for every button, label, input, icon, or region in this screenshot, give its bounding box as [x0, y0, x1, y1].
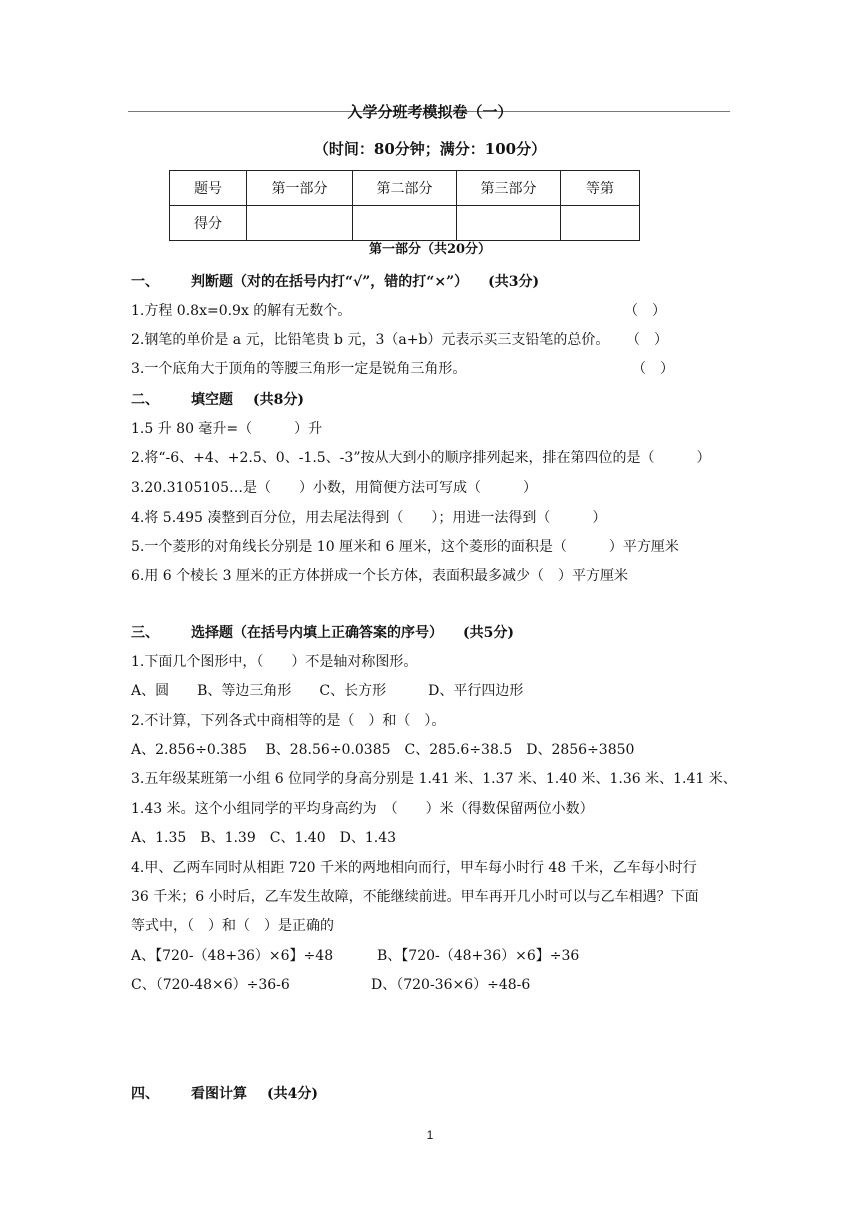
answer-paren: （ ）	[632, 361, 674, 377]
section3-heading	[131, 624, 514, 642]
section-number: 三、	[131, 625, 159, 641]
question-text: 1.方程 0.8x=0.9x 的解有无数个。	[131, 303, 352, 319]
score-table	[169, 170, 640, 241]
score-row-label: 得分	[170, 206, 247, 241]
question-text: 3.20.3105105…是（ ）小数，用简便方法可写成（ ）	[131, 480, 537, 496]
section-number: 二、	[131, 392, 159, 408]
question-text: 5.一个菱形的对角线长分别是 10 厘米和 6 厘米，这个菱形的面积是（ ）平方厘米	[131, 539, 679, 555]
score-table-cell: 等第	[561, 171, 640, 206]
question-text: 2.不计算，下列各式中商相等的是（ ）和（ ）。	[131, 713, 446, 729]
section-number: 一、	[131, 274, 159, 290]
section-score: (共8分)	[253, 392, 304, 408]
choice-options: A、圆 B、等边三角形 C、长方形 D、平行四边形	[131, 683, 524, 699]
score-input-cell[interactable]	[353, 206, 457, 241]
choice-option: C、（720-48×6）÷36-6	[131, 977, 290, 993]
score-table-cell: 题号	[170, 171, 247, 206]
question-text: 1.下面几个图形中，（ ）不是轴对称图形。	[131, 654, 418, 670]
answer-paren: （ ）	[624, 303, 666, 319]
section-number: 四、	[131, 1086, 159, 1102]
question-text: 2.钢笔的单价是 a 元，比铅笔贵 b 元，3（a+b）元表示买三支铅笔的总价。	[131, 332, 610, 348]
score-input-cell[interactable]	[457, 206, 561, 241]
part1-heading: 第一部分（共20分）	[368, 242, 492, 257]
question-text: 2.将“-6、+4、+2.5、0、-1.5、-3”按从大到小的顺序排列起来，排在第四位的是（ ）	[131, 450, 711, 466]
section-title: 选择题（在括号内填上正确答案的序号）	[191, 625, 443, 641]
section4-heading	[131, 1085, 318, 1103]
section-score: (共3分)	[488, 274, 540, 290]
page-number: 1	[426, 1128, 434, 1142]
question-text: 1.43 米。这个小组同学的平均身高约为 （ ）米（得数保留两位小数）	[131, 801, 594, 817]
answer-paren: （ ）	[626, 332, 668, 348]
question-text: 4.将 5.495 凑整到百分位，用去尾法得到（ ）；用进一法得到（ ）	[131, 510, 607, 526]
page-title: 入学分班考模拟卷（一）	[347, 103, 513, 121]
section-title: 填空题	[191, 392, 233, 408]
section-title: 判断题（对的在括号内打“√”，错的打“×”）	[191, 274, 469, 290]
section2-heading	[131, 391, 304, 409]
choice-options: A、1.35 B、1.39 C、1.40 D、1.43	[131, 830, 397, 846]
score-input-cell[interactable]	[247, 206, 353, 241]
score-table-header-row	[170, 171, 640, 206]
question-text: 3.五年级某班第一小组 6 位同学的身高分别是 1.41 米、1.37 米、1.40 米、1.36 米、1.41 米、	[131, 771, 737, 787]
question-text: 等式中，（ ）和（ ）是正确的	[131, 918, 334, 934]
question-text: 1.5 升 80 毫升=（ ）升	[131, 421, 323, 437]
score-input-cell[interactable]	[561, 206, 640, 241]
section1-heading	[131, 273, 539, 291]
score-table-score-row	[170, 206, 640, 241]
score-table-cell: 第三部分	[457, 171, 561, 206]
choice-options: A、2.856÷0.385 B、28.56÷0.0385 C、285.6÷38.5 D、2856÷3850	[131, 742, 635, 758]
section-title: 看图计算	[191, 1086, 247, 1102]
choice-option: D、（720-36×6）÷48-6	[371, 977, 531, 993]
question-text: 3.一个底角大于顶角的等腰三角形一定是锐角三角形。	[131, 361, 467, 377]
choice-option: B、【720-（48+36）×6】÷36	[377, 948, 580, 964]
score-table-cell: 第二部分	[353, 171, 457, 206]
question-text: 4.甲、乙两车同时从相距 720 千米的两地相向而行，甲车每小时行 48 千米，乙车每小时行	[131, 860, 697, 876]
section-score: (共4分)	[267, 1086, 318, 1102]
score-table-cell: 第一部分	[247, 171, 353, 206]
section-score: (共5分)	[463, 625, 514, 641]
question-text: 6.用 6 个棱长 3 厘米的正方体拼成一个长方体，表面积最多减少（ ）平方厘米	[131, 568, 628, 584]
question-text: 36 千米；6 小时后，乙车发生故障，不能继续前进。甲车再开几小时可以与乙车相遇？下面	[131, 889, 699, 905]
page-subtitle: （时间：80分钟；满分：100分）	[313, 140, 547, 158]
choice-option: A、【720-（48+36）×6】÷48	[131, 948, 334, 964]
